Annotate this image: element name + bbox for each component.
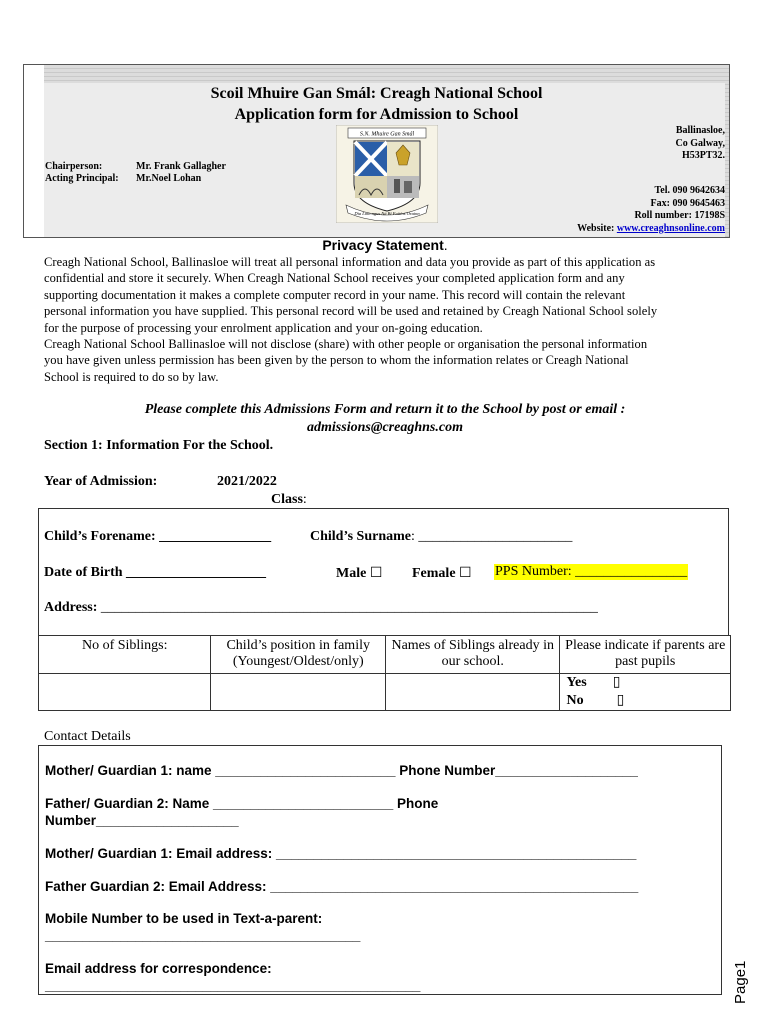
contact-details-box [38, 745, 722, 995]
roll-number: Roll number: 17198S [634, 210, 725, 221]
school-address [525, 125, 725, 163]
no-checkbox[interactable]: ▯ [616, 693, 625, 708]
siblings-count-header: No of Siblings: [39, 636, 211, 674]
mobile-number-label: Mobile Number to be used in Text-a-parent: [45, 911, 323, 926]
mother-email-field[interactable]: Mother/ Guardian 1: Email address: ________________________________________________ [45, 846, 637, 861]
table-row [39, 674, 731, 711]
website-label: Website: [577, 222, 615, 234]
privacy-title-suffix: . [443, 237, 448, 253]
male-option[interactable] [336, 565, 382, 582]
privacy-line: personal information you have supplied. This personal record will be used and retained by Creagh National School solely [44, 304, 658, 319]
principal-label: Acting Principal: [45, 173, 119, 184]
table-header-row [39, 636, 731, 674]
male-checkbox[interactable]: ☐ [369, 566, 383, 581]
child-surname-label: Child’s Surname [310, 529, 412, 544]
correspondence-email-field[interactable]: __________________________________________________ [45, 978, 421, 993]
privacy-line: supporting documentation it makes a complete computer record in your name. This record will contain the relevant [44, 287, 626, 302]
female-option[interactable] [412, 565, 472, 582]
address-line-3: H53PT32. [681, 150, 725, 161]
address-blank: _______________________________________________________________________ [100, 600, 598, 615]
mobile-number-field[interactable]: __________________________________________ [45, 928, 361, 943]
male-label: Male [336, 566, 367, 581]
yes-option[interactable] [566, 674, 730, 692]
fax-number: Fax: 090 9645463 [650, 197, 725, 209]
year-of-admission-label: Year of Admission: [44, 474, 158, 489]
child-position-header: Child’s position in family (Youngest/Oldest/only) [211, 636, 386, 674]
siblings-count-cell[interactable] [39, 674, 211, 711]
pps-number-field[interactable]: PPS Number: ________________ [495, 564, 688, 579]
chairperson-name: Mr. Frank Gallagher [136, 161, 226, 172]
privacy-body [44, 254, 744, 385]
siblings-table [38, 635, 731, 711]
sibling-names-cell[interactable] [385, 674, 560, 711]
instructions-email: admissions@creaghns.com [307, 420, 463, 435]
female-checkbox[interactable]: ☐ [459, 566, 472, 581]
father-name-phone-field[interactable]: Father/ Guardian 2: Name ________________________ Phone [45, 796, 439, 811]
school-contacts [425, 185, 725, 235]
privacy-line: Creagh National School, Ballinasloe will treat all personal information and data you provide as part of this application as [44, 255, 656, 269]
class-field [271, 492, 307, 508]
website-link[interactable]: www.creaghnsonline.com [616, 222, 725, 234]
child-forename-field[interactable]: Child’s Forename: ________________ [44, 529, 272, 544]
mother-name-phone-field[interactable]: Mother/ Guardian 1: name ________________________ Phone Number___________________ [45, 763, 638, 778]
address-field[interactable] [44, 600, 598, 616]
privacy-line: School is required to do so by law. [44, 369, 219, 384]
no-option[interactable] [566, 692, 730, 710]
address-label: Address: [44, 600, 98, 615]
school-header [23, 64, 730, 238]
child-surname-field[interactable] [310, 529, 572, 545]
privacy-line: Creagh National School Ballinasloe will not disclose (share) with other people or organisation the personal information [44, 337, 648, 352]
crest-banner-text: S.N. Mhuire Gan Smál [359, 131, 415, 138]
privacy-line: you have given unless permission has been given by the person to whom the information relates or Creagh National [44, 353, 629, 368]
section1-title: Section 1: Information For the School. [44, 438, 274, 453]
past-pupils-header: Please indicate if parents are past pupils [560, 636, 731, 674]
father-phone-number-field[interactable]: Number___________________ [45, 813, 239, 828]
school-crest-logo [336, 125, 438, 223]
address-line-2: Co Galway, [675, 137, 725, 149]
father-email-field[interactable]: Father Guardian 2: Email Address: _________________________________________________ [45, 879, 639, 894]
contact-details-heading: Contact Details [44, 729, 131, 744]
crest-motto-text: Dia Linn agus Ná Bí Faitíos Orainn [354, 211, 420, 216]
class-label: Class [271, 492, 303, 507]
chairperson-label: Chairperson: [45, 161, 103, 172]
child-surname-blank: : ______________________ [411, 529, 573, 544]
yes-label: Yes [566, 675, 587, 690]
class-colon: : [302, 492, 307, 507]
privacy-title-text: Privacy Statement [322, 237, 444, 253]
female-label: Female [412, 566, 456, 581]
past-pupils-cell [560, 674, 731, 711]
child-position-cell[interactable] [211, 674, 386, 711]
privacy-title [0, 237, 770, 253]
no-label: No [566, 693, 584, 708]
instructions-line-1: Please complete this Admissions Form and return it to the School by post or email : [144, 402, 626, 417]
page-number: Page1 [732, 960, 749, 1004]
yes-checkbox[interactable]: ▯ [612, 675, 621, 690]
school-title: Scoil Mhuire Gan Smál: Creagh National School [210, 85, 543, 102]
correspondence-email-label: Email address for correspondence: [45, 961, 272, 976]
form-title: Application form for Admission to School [234, 106, 519, 123]
tel-number: Tel. 090 9642634 [654, 185, 725, 196]
year-of-admission-value: 2021/2022 [217, 474, 277, 489]
privacy-line: confidential and store it securely. When Creagh National School receives your completed application form and any [44, 271, 625, 286]
date-of-birth-field[interactable]: Date of Birth ____________________ [44, 565, 267, 580]
address-line-1: Ballinasloe, [675, 125, 725, 136]
privacy-line: for the purpose of processing your enrolment application and your on-going education. [44, 320, 483, 335]
website-line [425, 223, 725, 236]
sibling-names-header: Names of Siblings already in our school. [385, 636, 560, 674]
principal-name: Mr.Noel Lohan [136, 173, 202, 184]
